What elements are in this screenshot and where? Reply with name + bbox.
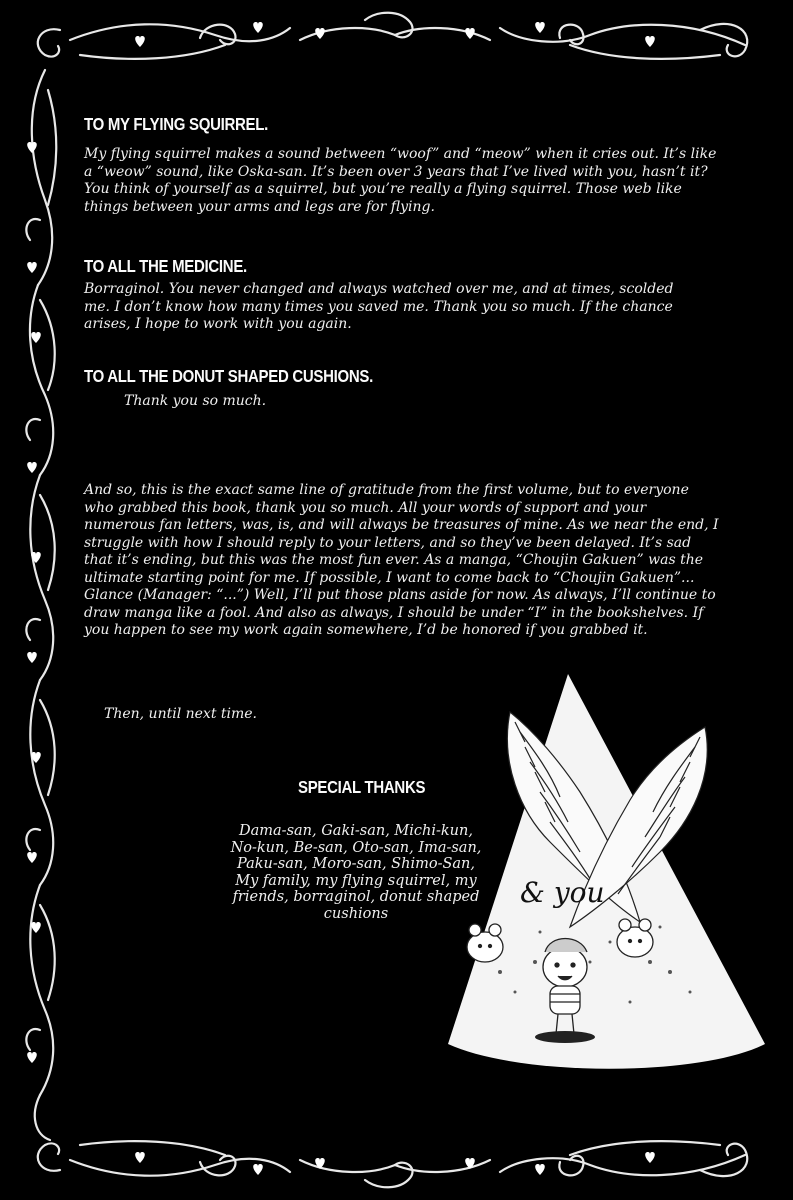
heading-medicine: TO ALL THE MEDICINE. bbox=[84, 257, 247, 277]
paragraph-medicine bbox=[84, 281, 724, 334]
text-line: things between your arms and legs are for flying. bbox=[84, 198, 435, 215]
text-line: My flying squirrel makes a sound between “woof” and “meow” when it cries out. It’s like bbox=[84, 146, 717, 162]
text-line: And so, this is the exact same line of gratitude from the first volume, but to everyone bbox=[84, 482, 689, 498]
heading-special-thanks: SPECIAL THANKS bbox=[298, 778, 426, 798]
thanks-line: cushions bbox=[323, 905, 389, 922]
text-line: me. I don’t know how many times you saved me. Thank you so much. If the chance bbox=[84, 298, 673, 315]
thanks-line: No-kun, Be-san, Oto-san, Ima-san, bbox=[230, 839, 482, 856]
text-line: arises, I hope to work with you again. bbox=[84, 316, 352, 332]
farewell-text: Then, until next time. bbox=[104, 706, 258, 722]
thanks-line: My family, my flying squirrel, my bbox=[235, 872, 477, 889]
thanks-line: Paku-san, Moro-san, Shimo-San, bbox=[236, 856, 475, 872]
text-line: who grabbed this book, thank you so much. All your words of support and your bbox=[84, 499, 647, 516]
paragraph-donut-cushions: Thank you so much. bbox=[124, 393, 267, 409]
text-line: a “weow” sound, like Oska-san. It’s been over 3 years that I’ve lived with you, hasn’t it? bbox=[84, 163, 708, 180]
and-you-caption: & you bbox=[520, 876, 605, 909]
text-line: you happen to see my work again somewhere, I’d be honored if you grabbed it. bbox=[84, 622, 648, 638]
thanks-line: friends, borraginol, donut shaped bbox=[232, 889, 480, 905]
paragraph-flying-squirrel bbox=[84, 146, 724, 216]
text-line: that it’s ending, but this was the most fun ever. As a manga, “Choujin Gakuen” was the bbox=[84, 552, 704, 568]
text-line: Glance (Manager: “...”) Well, I’ll put those plans aside for now. As always, I’ll continue to bbox=[84, 587, 716, 603]
thanks-line: Dama-san, Gaki-san, Michi-kun, bbox=[239, 823, 473, 839]
text-line: ultimate starting point for me. If possible, I want to come back to “Choujin Gakuen”... bbox=[84, 569, 695, 586]
text-line: Borraginol. You never changed and always watched over me, and at times, scolded bbox=[84, 281, 674, 297]
angel-wings-icon bbox=[440, 672, 770, 1082]
heading-flying-squirrel: TO MY FLYING SQUIRREL. bbox=[84, 115, 268, 135]
text-line: numerous fan letters, was, is, and will always be treasures of mine. As we near the end, I bbox=[84, 517, 719, 533]
text-line: draw manga like a fool. And also as always, I should be under “I” in the bookshelves. If bbox=[84, 604, 704, 621]
text-line: struggle with how I should reply to your letters, and so they’ve been delayed. It’s sad bbox=[84, 534, 692, 551]
paragraph-closing bbox=[84, 482, 764, 640]
text-line: You think of yourself as a squirrel, but you’re really a flying squirrel. Those web like bbox=[84, 181, 682, 197]
heading-donut-cushions: TO ALL THE DONUT SHAPED CUSHIONS. bbox=[84, 367, 374, 387]
